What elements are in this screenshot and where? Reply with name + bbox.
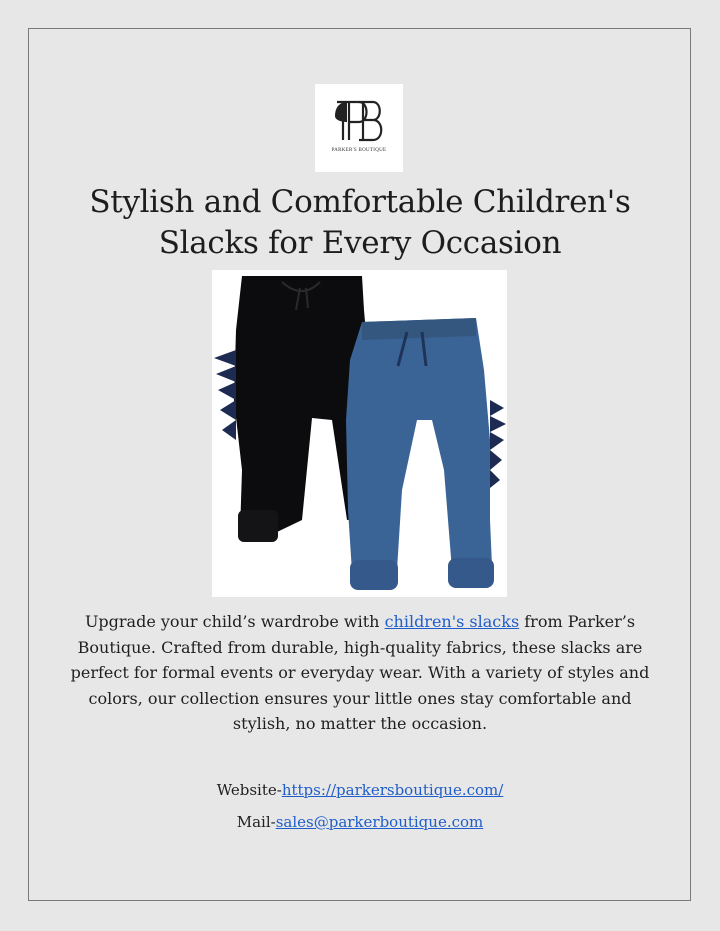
- website-label: Website-: [216, 781, 282, 799]
- brand-logo: [315, 84, 403, 172]
- description-paragraph: [70, 609, 650, 737]
- page-title: Stylish and Comfortable Children's Slacks for Every Occasion: [89, 184, 631, 261]
- product-image: [212, 270, 507, 597]
- description-text-end: from Parker’s Boutique. Crafted from durable, high-quality fabrics, these slacks are perfect for formal events or everyday wear. With a variety of styles and colors, our collection ensures your little ones stay comfortable and stylish, no matter the occasion.: [70, 612, 650, 733]
- childrens-slacks-link[interactable]: children's slacks: [384, 612, 520, 631]
- website-line: [60, 781, 660, 799]
- blue-pants: [346, 318, 506, 590]
- mail-label: Mail-: [236, 813, 276, 831]
- mail-link[interactable]: sales@parkerboutique.com: [275, 813, 484, 831]
- logo-caption: PARKER'S BOUTIQUE: [331, 148, 387, 153]
- website-link[interactable]: https://parkersboutique.com/: [281, 781, 504, 799]
- kids-jogger-pants-image: [212, 270, 507, 597]
- mail-line: [60, 813, 660, 831]
- description-text-start: Upgrade your child’s wardrobe with: [84, 612, 385, 631]
- pb-monogram-icon: [329, 96, 389, 146]
